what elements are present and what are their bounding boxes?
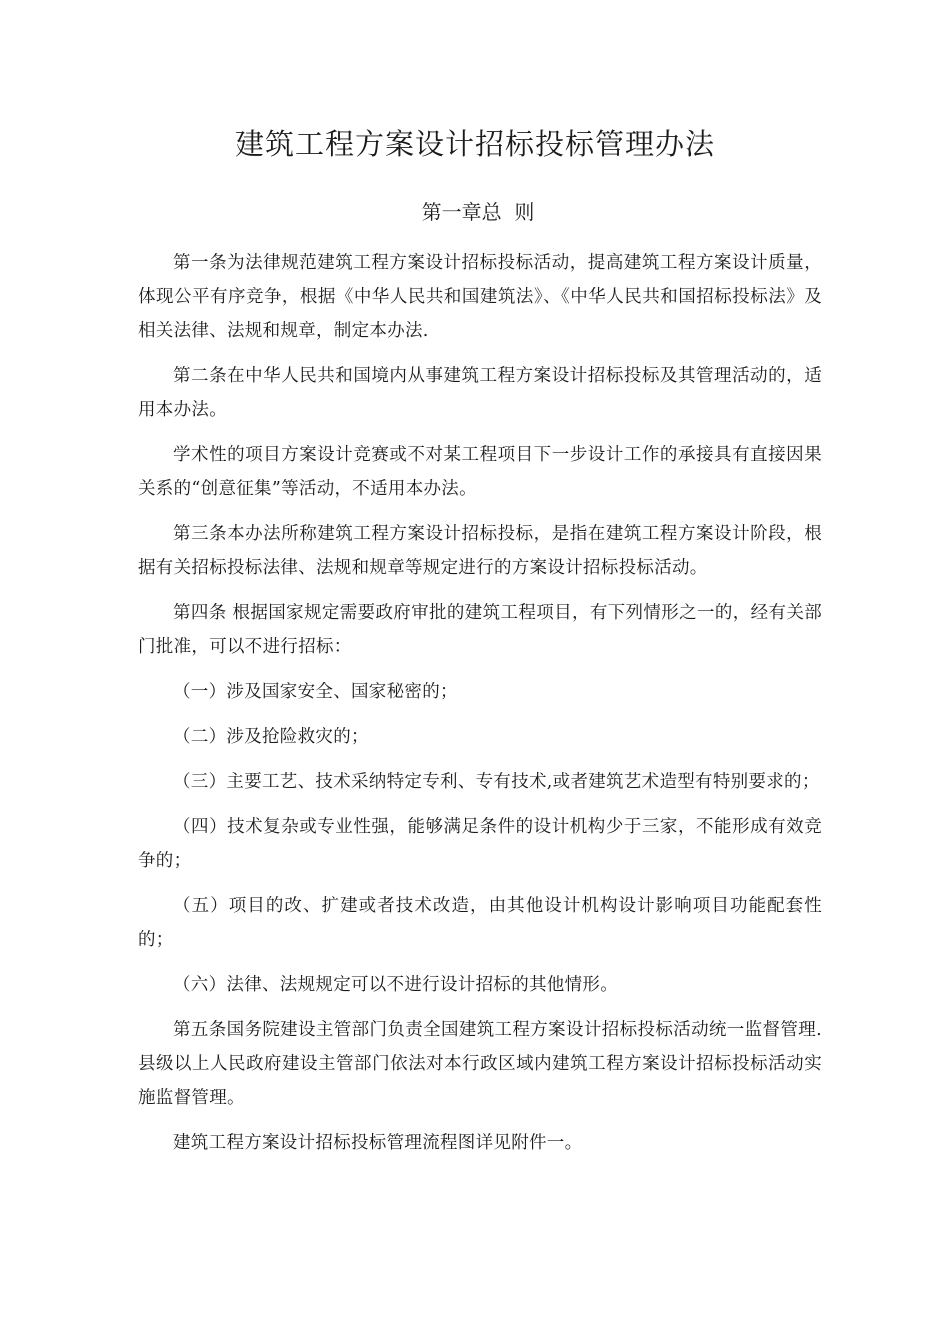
article-3-paragraph: 第三条本办法所称建筑工程方案设计招标投标，是指在建筑工程方案设计阶段，根据有关招标投标法律、法规和规章等规定进行的方案设计招标投标活动。 (138, 524, 822, 578)
article-2-paragraph: 第二条在中华人民共和国境内从事建筑工程方案设计招标投标及其管理活动的，适用本办法。 (138, 366, 822, 420)
article-5-paragraph: 第五条国务院建设主管部门负责全国建筑工程方案设计招标投标活动统一监督管理.县级以上人民政府建设主管部门依法对本行政区域内建筑工程方案设计招标投标活动实施监督管理。 (138, 1020, 822, 1108)
article-2-exclusion-paragraph: 学术性的项目方案设计竞赛或不对某工程项目下一步设计工作的承接具有直接因果关系的“创意征集”等活动，不适用本办法。 (138, 445, 822, 499)
list-item-6: （六）法律、法规规定可以不进行设计招标的其他情形。 (173, 975, 618, 995)
list-item-3: （三）主要工艺、技术采纳特定专利、专有技术,或者建筑艺术造型有特别要求的； (173, 772, 820, 792)
chapter-heading: 第一章总 则 (421, 200, 535, 224)
list-item-5: （五）项目的改、扩建或者技术改造，由其他设计机构设计影响项目功能配套性的； (138, 896, 822, 950)
article-4-paragraph: 第四条 根据国家规定需要政府审批的建筑工程项目，有下列情形之一的，经有关部门批准，可以不进行招标： (138, 603, 822, 657)
document-title: 建筑工程方案设计招标投标管理办法 (234, 127, 715, 161)
document-body (138, 246, 822, 1171)
flowchart-reference-paragraph: 建筑工程方案设计招标投标管理流程图详见附件一。 (173, 1133, 583, 1153)
list-item-4: （四）技术复杂或专业性强，能够满足条件的设计机构少于三家，不能形成有效竞争的； (138, 817, 822, 871)
list-item-2: （二）涉及抢险救灾的； (173, 727, 369, 747)
list-item-1: （一）涉及国家安全、国家秘密的； (173, 682, 458, 702)
article-1-paragraph: 第一条为法律规范建筑工程方案设计招标投标活动，提高建筑工程方案设计质量，体现公平有序竞争，根据《中华人民共和国建筑法》、《中华人民共和国招标投标法》及相关法律、法规和规章，制定本办法. (138, 253, 822, 341)
